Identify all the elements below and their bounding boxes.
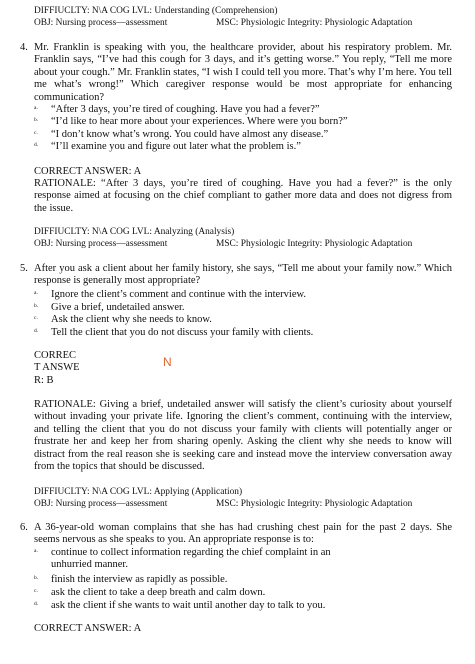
objective-text: OBJ: Nursing process—assessment bbox=[34, 499, 168, 509]
option-text: “After 3 days, you’re tired of coughing. Have you had a fever?” bbox=[51, 104, 320, 115]
option-letter: d. bbox=[34, 142, 39, 148]
option-letter: c. bbox=[34, 315, 38, 321]
msc-text: MSC: Physiologic Integrity: Physiologic Adaptation bbox=[216, 239, 413, 249]
option-letter: b. bbox=[34, 117, 39, 123]
option-letter: c. bbox=[34, 588, 38, 594]
correct-answer: CORRECT ANSWER: A bbox=[34, 166, 142, 177]
annotation-mark: N bbox=[163, 355, 172, 369]
msc-text: MSC: Physiologic Integrity: Physiologic Adaptation bbox=[216, 18, 413, 28]
msc-text: MSC: Physiologic Integrity: Physiologic Adaptation bbox=[216, 499, 413, 509]
objective-line bbox=[34, 239, 413, 249]
option-text: “I’ll examine you and figure out later what the problem is.” bbox=[51, 141, 301, 152]
option-text: Give a brief, undetailed answer. bbox=[51, 302, 185, 313]
option-letter: a. bbox=[34, 290, 38, 296]
rationale: RATIONALE: Giving a brief, undetailed answer will satisfy the client’s curiosity about yourself without invading your private life. Ignoring the client’s comment, continuing with the interview, and telling the client that you do not discuss your family with clients will potentially anger or frustrate her and keep her from sharing openly. Asking the client why she needs to know will distract from the real reason she is seeking care and instead move the interview conversation away from the topics that should be discussed. bbox=[34, 399, 452, 473]
option-text: “I’d like to hear more about your experiences. Where were you born?” bbox=[51, 116, 348, 127]
objective-text: OBJ: Nursing process—assessment bbox=[34, 18, 168, 28]
option-text: ask the client if she wants to wait until another day to talk to you. bbox=[51, 600, 326, 611]
correct-answer: CORRECT ANSWER: B bbox=[34, 350, 80, 386]
option-letter: b. bbox=[34, 575, 39, 581]
option-text: Ask the client why she needs to know. bbox=[51, 314, 212, 325]
option-letter: a. bbox=[34, 548, 38, 554]
option-text: Ignore the client’s comment and continue with the interview. bbox=[51, 289, 307, 300]
option-letter: d. bbox=[34, 601, 39, 607]
question-number: 4. bbox=[20, 42, 28, 53]
difficulty-line: DIFFIUCLTY: N\A COG LVL: Understanding (Comprehension) bbox=[34, 6, 278, 16]
option-letter: c. bbox=[34, 130, 38, 136]
question-number: 5. bbox=[20, 263, 28, 274]
objective-line bbox=[34, 18, 413, 28]
question-text: After you ask a client about her family history, she says, “Tell me about your family now.” Which response is generally most appropriate? bbox=[34, 263, 452, 287]
option-text: continue to collect information regarding the chief complaint in an unhurried manner. bbox=[51, 547, 331, 571]
question-number: 6. bbox=[20, 522, 28, 533]
option-letter: d. bbox=[34, 328, 39, 334]
option-text: ask the client to take a deep breath and calm down. bbox=[51, 587, 266, 598]
objective-line bbox=[34, 499, 413, 509]
option-text: finish the interview as rapidly as possible. bbox=[51, 574, 228, 585]
question-text: A 36-year-old woman complains that she has had crushing chest pain for the past 2 days. She seems nervous as she speaks to you. An appropriate response is to: bbox=[34, 522, 452, 546]
question-text: Mr. Franklin is speaking with you, the healthcare provider, about his respiratory problem. Mr. Franklin says, “I’ve had this cough for 3 days, and it’s getting worse.” You reply, “Tell me more about your cough.” Mr. Franklin states, “I wish I could tell you more. That’s why I’m here. You tell me what’s wrong!” Which caregiver response would be most appropriate for enhancing communication? bbox=[34, 42, 452, 103]
difficulty-line: DIFFIUCLTY: N\A COG LVL: Applying (Application) bbox=[34, 487, 243, 497]
option-text: Tell the client that you do not discuss your family with clients. bbox=[51, 327, 314, 338]
rationale: RATIONALE: “After 3 days, you’re tired of coughing. Have you had a fever?” is the only response aimed at focusing on the chief compliant to gather more data and does not digress from the issue. bbox=[34, 178, 452, 214]
correct-answer: CORRECT ANSWER: A bbox=[34, 623, 142, 634]
option-letter: a. bbox=[34, 105, 38, 111]
objective-text: OBJ: Nursing process—assessment bbox=[34, 239, 168, 249]
option-letter: b. bbox=[34, 303, 39, 309]
option-text: “I don’t know what’s wrong. You could have almost any disease.” bbox=[51, 129, 329, 140]
difficulty-line: DIFFIUCLTY: N\A COG LVL: Analyzing (Analysis) bbox=[34, 227, 235, 237]
